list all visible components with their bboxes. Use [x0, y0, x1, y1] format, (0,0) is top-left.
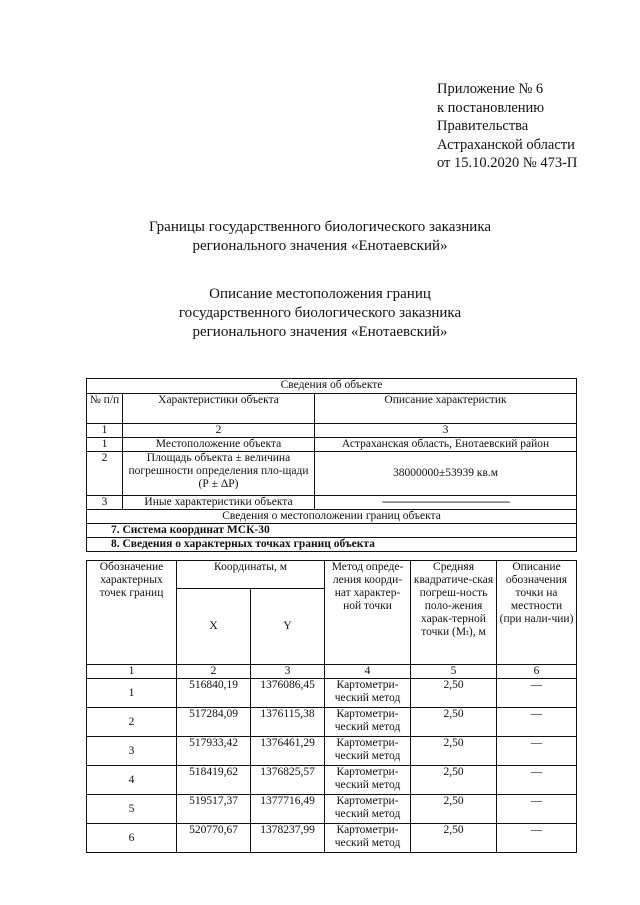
- point-number: 5: [87, 795, 177, 824]
- row-char: Иные характеристики объекта: [123, 496, 315, 510]
- point-y: 1376115,38: [251, 708, 325, 737]
- column-index: 1: [87, 424, 123, 438]
- point-x: 516840,19: [177, 679, 251, 708]
- row-desc: Астраханская область, Енотаевский район: [315, 438, 577, 452]
- section-header: Сведения о местоположении границ объекта: [87, 510, 577, 524]
- point-method: Картометри-ческий метод: [325, 679, 411, 708]
- point-number: 4: [87, 766, 177, 795]
- row-num: 3: [87, 496, 123, 510]
- appendix-line: к постановлению: [437, 99, 545, 116]
- row-num: 1: [87, 438, 123, 452]
- subtitle-line: государственного биологического заказника: [178, 305, 462, 321]
- point-method: Картометри-ческий метод: [325, 766, 411, 795]
- column-index: 2: [177, 665, 251, 679]
- coordinate-system: 7. Система координат МСК-30: [87, 524, 577, 538]
- point-number: 3: [87, 737, 177, 766]
- column-index: 2: [123, 424, 315, 438]
- appendix-line: от 15.10.2020 № 473-П: [437, 155, 578, 171]
- point-error: 2,50: [411, 824, 497, 853]
- table-row: [87, 438, 577, 452]
- point-y: 1376086,45: [251, 679, 325, 708]
- table-row: [87, 824, 577, 853]
- point-method: Картометри-ческий метод: [325, 708, 411, 737]
- point-number: 6: [87, 824, 177, 853]
- point-error: 2,50: [411, 795, 497, 824]
- point-method: Картометри-ческий метод: [325, 824, 411, 853]
- document-title: [0, 218, 640, 256]
- column-index: 3: [251, 665, 325, 679]
- column-index: 3: [315, 424, 577, 438]
- col-desc-header: Описание характеристик: [315, 394, 577, 424]
- point-method: Картометри-ческий метод: [325, 795, 411, 824]
- point-error: 2,50: [411, 766, 497, 795]
- col-num-header: № п/п: [87, 394, 123, 424]
- column-index: 4: [325, 665, 411, 679]
- point-x: 517284,09: [177, 708, 251, 737]
- point-y: 1376461,29: [251, 737, 325, 766]
- point-header: Обозначение характерных точек границ: [87, 561, 177, 665]
- appendix-block: [437, 80, 577, 173]
- point-desc: —: [497, 824, 577, 853]
- point-desc: —: [497, 795, 577, 824]
- point-y: 1378237,99: [251, 824, 325, 853]
- column-index: 5: [411, 665, 497, 679]
- column-index: 6: [497, 665, 577, 679]
- point-y: 1377716,49: [251, 795, 325, 824]
- row-desc: ---------------------------------------------: [315, 496, 577, 510]
- column-index: 1: [87, 665, 177, 679]
- document-subtitle: [0, 285, 640, 342]
- method-header: Метод опреде-ления коорди-нат характер-ной точки: [325, 561, 411, 665]
- col-char-header: Характеристики объекта: [123, 394, 315, 424]
- appendix-line: Астраханской области: [437, 136, 575, 153]
- x-header: X: [177, 589, 251, 665]
- row-char: Площадь объекта ± величина погрешности определения пло-щади (Р ± ΔР): [123, 452, 315, 496]
- point-x: 519517,37: [177, 795, 251, 824]
- appendix-line: Правительства: [437, 118, 529, 134]
- point-error: 2,50: [411, 708, 497, 737]
- title-line: регионального значения «Енотаевский»: [192, 238, 448, 254]
- y-header: Y: [251, 589, 325, 665]
- coords-header: Координаты, м: [177, 561, 325, 589]
- table-row: [87, 766, 577, 795]
- table-row: [87, 679, 577, 708]
- table-row: [87, 452, 577, 496]
- boundary-points-table: [86, 560, 577, 853]
- subtitle-line: Описание местоположения границ: [209, 286, 431, 302]
- table-row: [87, 737, 577, 766]
- point-number: 1: [87, 679, 177, 708]
- table-row: [87, 708, 577, 737]
- error-header: Средняя квадратиче-ская погреш-ность поло-жения харак-терной точки (Mₜ), м: [411, 561, 497, 665]
- point-error: 2,50: [411, 737, 497, 766]
- point-x: 518419,62: [177, 766, 251, 795]
- table-row: [87, 795, 577, 824]
- row-desc: 38000000±53939 кв.м: [315, 452, 577, 496]
- point-desc: —: [497, 708, 577, 737]
- subtitle-line: регионального значения «Енотаевский»: [192, 324, 448, 340]
- row-num: 2: [87, 452, 123, 496]
- point-error: 2,50: [411, 679, 497, 708]
- point-number: 2: [87, 708, 177, 737]
- point-x: 517933,42: [177, 737, 251, 766]
- point-desc: —: [497, 737, 577, 766]
- table-row: [87, 496, 577, 510]
- description-header: Описание обозначения точки на местности (при нали-чии): [497, 561, 577, 665]
- point-method: Картометри-ческий метод: [325, 737, 411, 766]
- point-desc: —: [497, 766, 577, 795]
- point-desc: —: [497, 679, 577, 708]
- object-info-header: Сведения об объекте: [87, 379, 577, 394]
- title-line: Границы государственного биологического заказника: [148, 219, 492, 235]
- point-y: 1376825,57: [251, 766, 325, 795]
- row-char: Местоположение объекта: [123, 438, 315, 452]
- points-info-heading: 8. Сведения о характерных точках границ объекта: [87, 538, 577, 552]
- point-x: 520770,67: [177, 824, 251, 853]
- appendix-line: Приложение № 6: [437, 81, 544, 97]
- object-info-table: [86, 378, 577, 552]
